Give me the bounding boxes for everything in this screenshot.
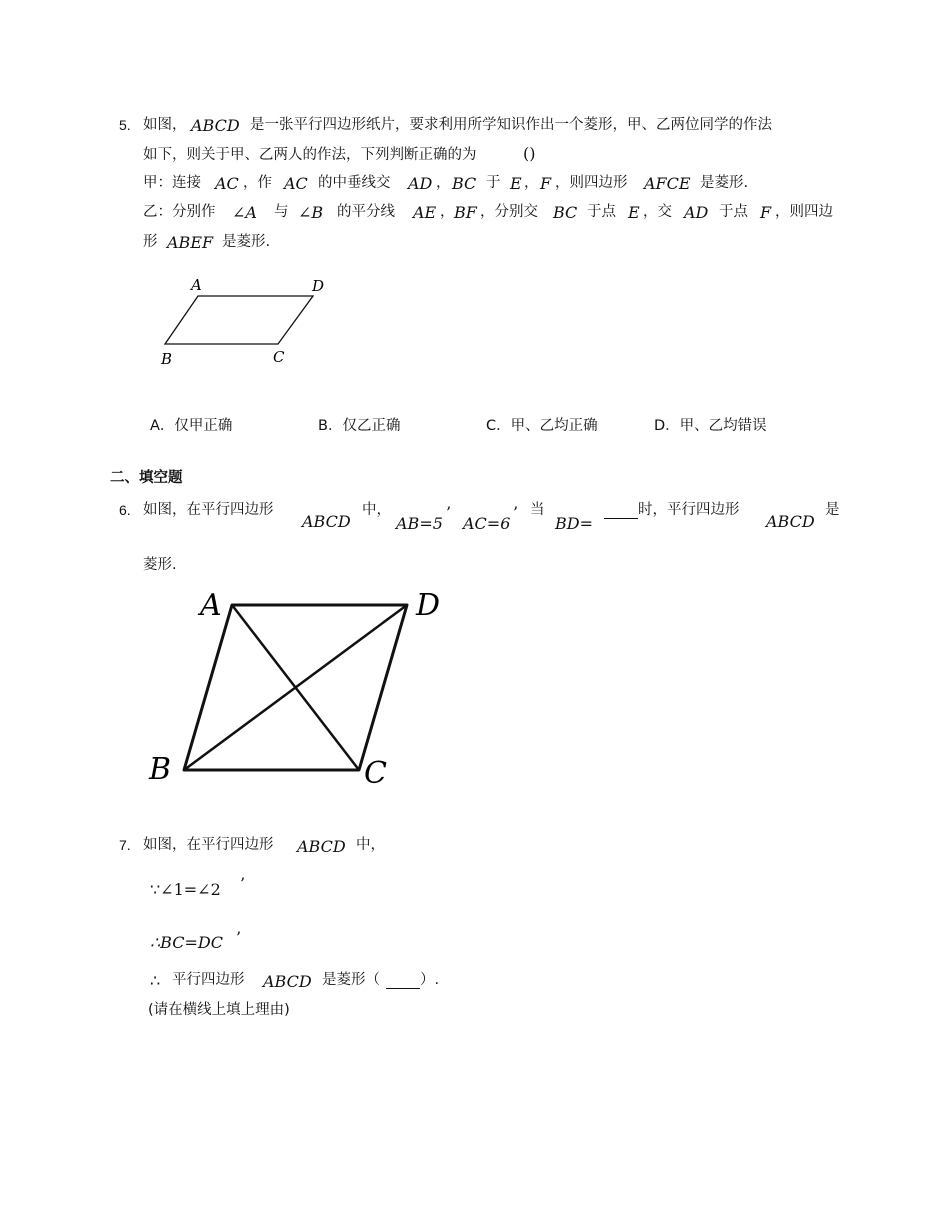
mark: ’ [513,503,519,522]
text: ）. [420,972,440,988]
option-c[interactable] [486,414,598,435]
math: BC [452,174,477,193]
math-line: ∵∠1=∠2 [150,880,221,899]
math: BF [454,203,477,222]
vertex-label-a: A [191,276,202,294]
math: ABCD [766,512,815,531]
answer-blank[interactable] [386,974,420,993]
option-text: 甲、乙均正确 [510,418,598,434]
math: F [760,203,772,222]
text: 的平分线 [337,204,395,220]
text: 菱形. [143,557,177,573]
option-b[interactable] [318,414,400,435]
vertex-label-c: C [273,348,285,366]
vertex-label-d: D [312,277,325,295]
math: AB=5 [396,514,443,533]
text: 是菱形（ [322,972,380,988]
question-number: 5. [119,117,131,133]
text: 中， [356,837,385,853]
text: 形 [143,234,158,250]
text: ，作 [243,175,272,191]
math: ∠A [232,203,257,222]
hint-text: (请在横线上填上理由) [148,1002,290,1018]
math: ABCD [263,972,312,991]
text: ， [440,204,455,220]
text: 于点 [719,204,748,220]
answer-paren: () [523,144,536,163]
vertex-label-c: C [364,756,387,791]
math: E [510,174,522,193]
math-line: ∴BC=DC [150,933,223,952]
option-letter: C． [486,418,511,434]
option-letter: D． [654,418,680,434]
blank-line [604,504,638,519]
math: E [628,203,640,222]
text: 如图，在平行四边形 [143,502,274,518]
text: ， [524,175,539,191]
text: 是菱形. [222,234,271,250]
text: 与 [274,204,289,220]
text: 平行四边形 [172,972,245,988]
mark: ’ [446,503,452,522]
math: ABCD [297,837,346,856]
text: 时，平行四边形 [638,502,740,518]
vertex-label-b: B [149,752,172,787]
text: 甲：连接 [143,175,201,191]
text: 乙：分别作 [143,204,216,220]
math: ∠B [298,203,324,222]
option-text: 仅甲正确 [174,418,233,434]
diagonal-bd [184,605,407,770]
math: BD= [555,514,593,533]
vertex-label-a: A [200,588,222,623]
option-text: 甲、乙均错误 [679,418,767,434]
text: 如图，在平行四边形 [143,837,274,853]
mark: ’ [236,928,242,947]
section-title: 二、填空题 [110,470,183,486]
option-text: 仅乙正确 [342,418,401,434]
text: 是一张平行四边形纸片，要求利用所学知识作出一个菱形，甲、乙两位同学的作法 [250,117,772,133]
math: ABCD [191,116,240,135]
math: ABEF [167,233,214,252]
question-number: 6. [119,502,131,518]
text: 是菱形. [700,175,749,191]
option-letter: A． [150,418,175,434]
math: AD [408,174,433,193]
math: AC [284,174,308,193]
math: AE [413,203,437,222]
text: 于点 [587,204,616,220]
text: ，分别交 [480,204,538,220]
text: 于 [486,175,501,191]
question-number: 7. [119,837,131,853]
option-d[interactable] [654,414,767,435]
text: ，则四边 [775,204,833,220]
text: 是 [825,502,840,518]
text: 的中垂线交 [318,175,391,191]
vertex-label-d: D [416,588,441,623]
text: ，交 [643,204,672,220]
text: 如下，则关于甲、乙两人的作法，下列判断正确的为 [143,147,477,163]
blank-line [386,974,420,989]
math: AFCE [644,174,691,193]
text: 如图， [143,117,187,133]
parallelogram-shape [165,296,313,344]
option-letter: B． [318,418,343,434]
option-a[interactable] [150,414,232,435]
math: AC [215,174,239,193]
mark: ’ [240,874,246,893]
text: 当 [530,502,545,518]
math: ABCD [302,512,351,531]
math: F [540,174,552,193]
answer-blank[interactable] [604,504,638,523]
rhombus-figure [140,582,460,797]
vertex-label-b: B [161,350,173,368]
math: AC=6 [463,514,511,533]
text: ， [436,175,451,191]
math: AD [684,203,709,222]
math: BC [553,203,578,222]
parallelogram-figure [150,270,350,375]
math: ∴ [150,971,161,990]
text: ，则四边形 [555,175,628,191]
text: 中， [362,502,391,518]
